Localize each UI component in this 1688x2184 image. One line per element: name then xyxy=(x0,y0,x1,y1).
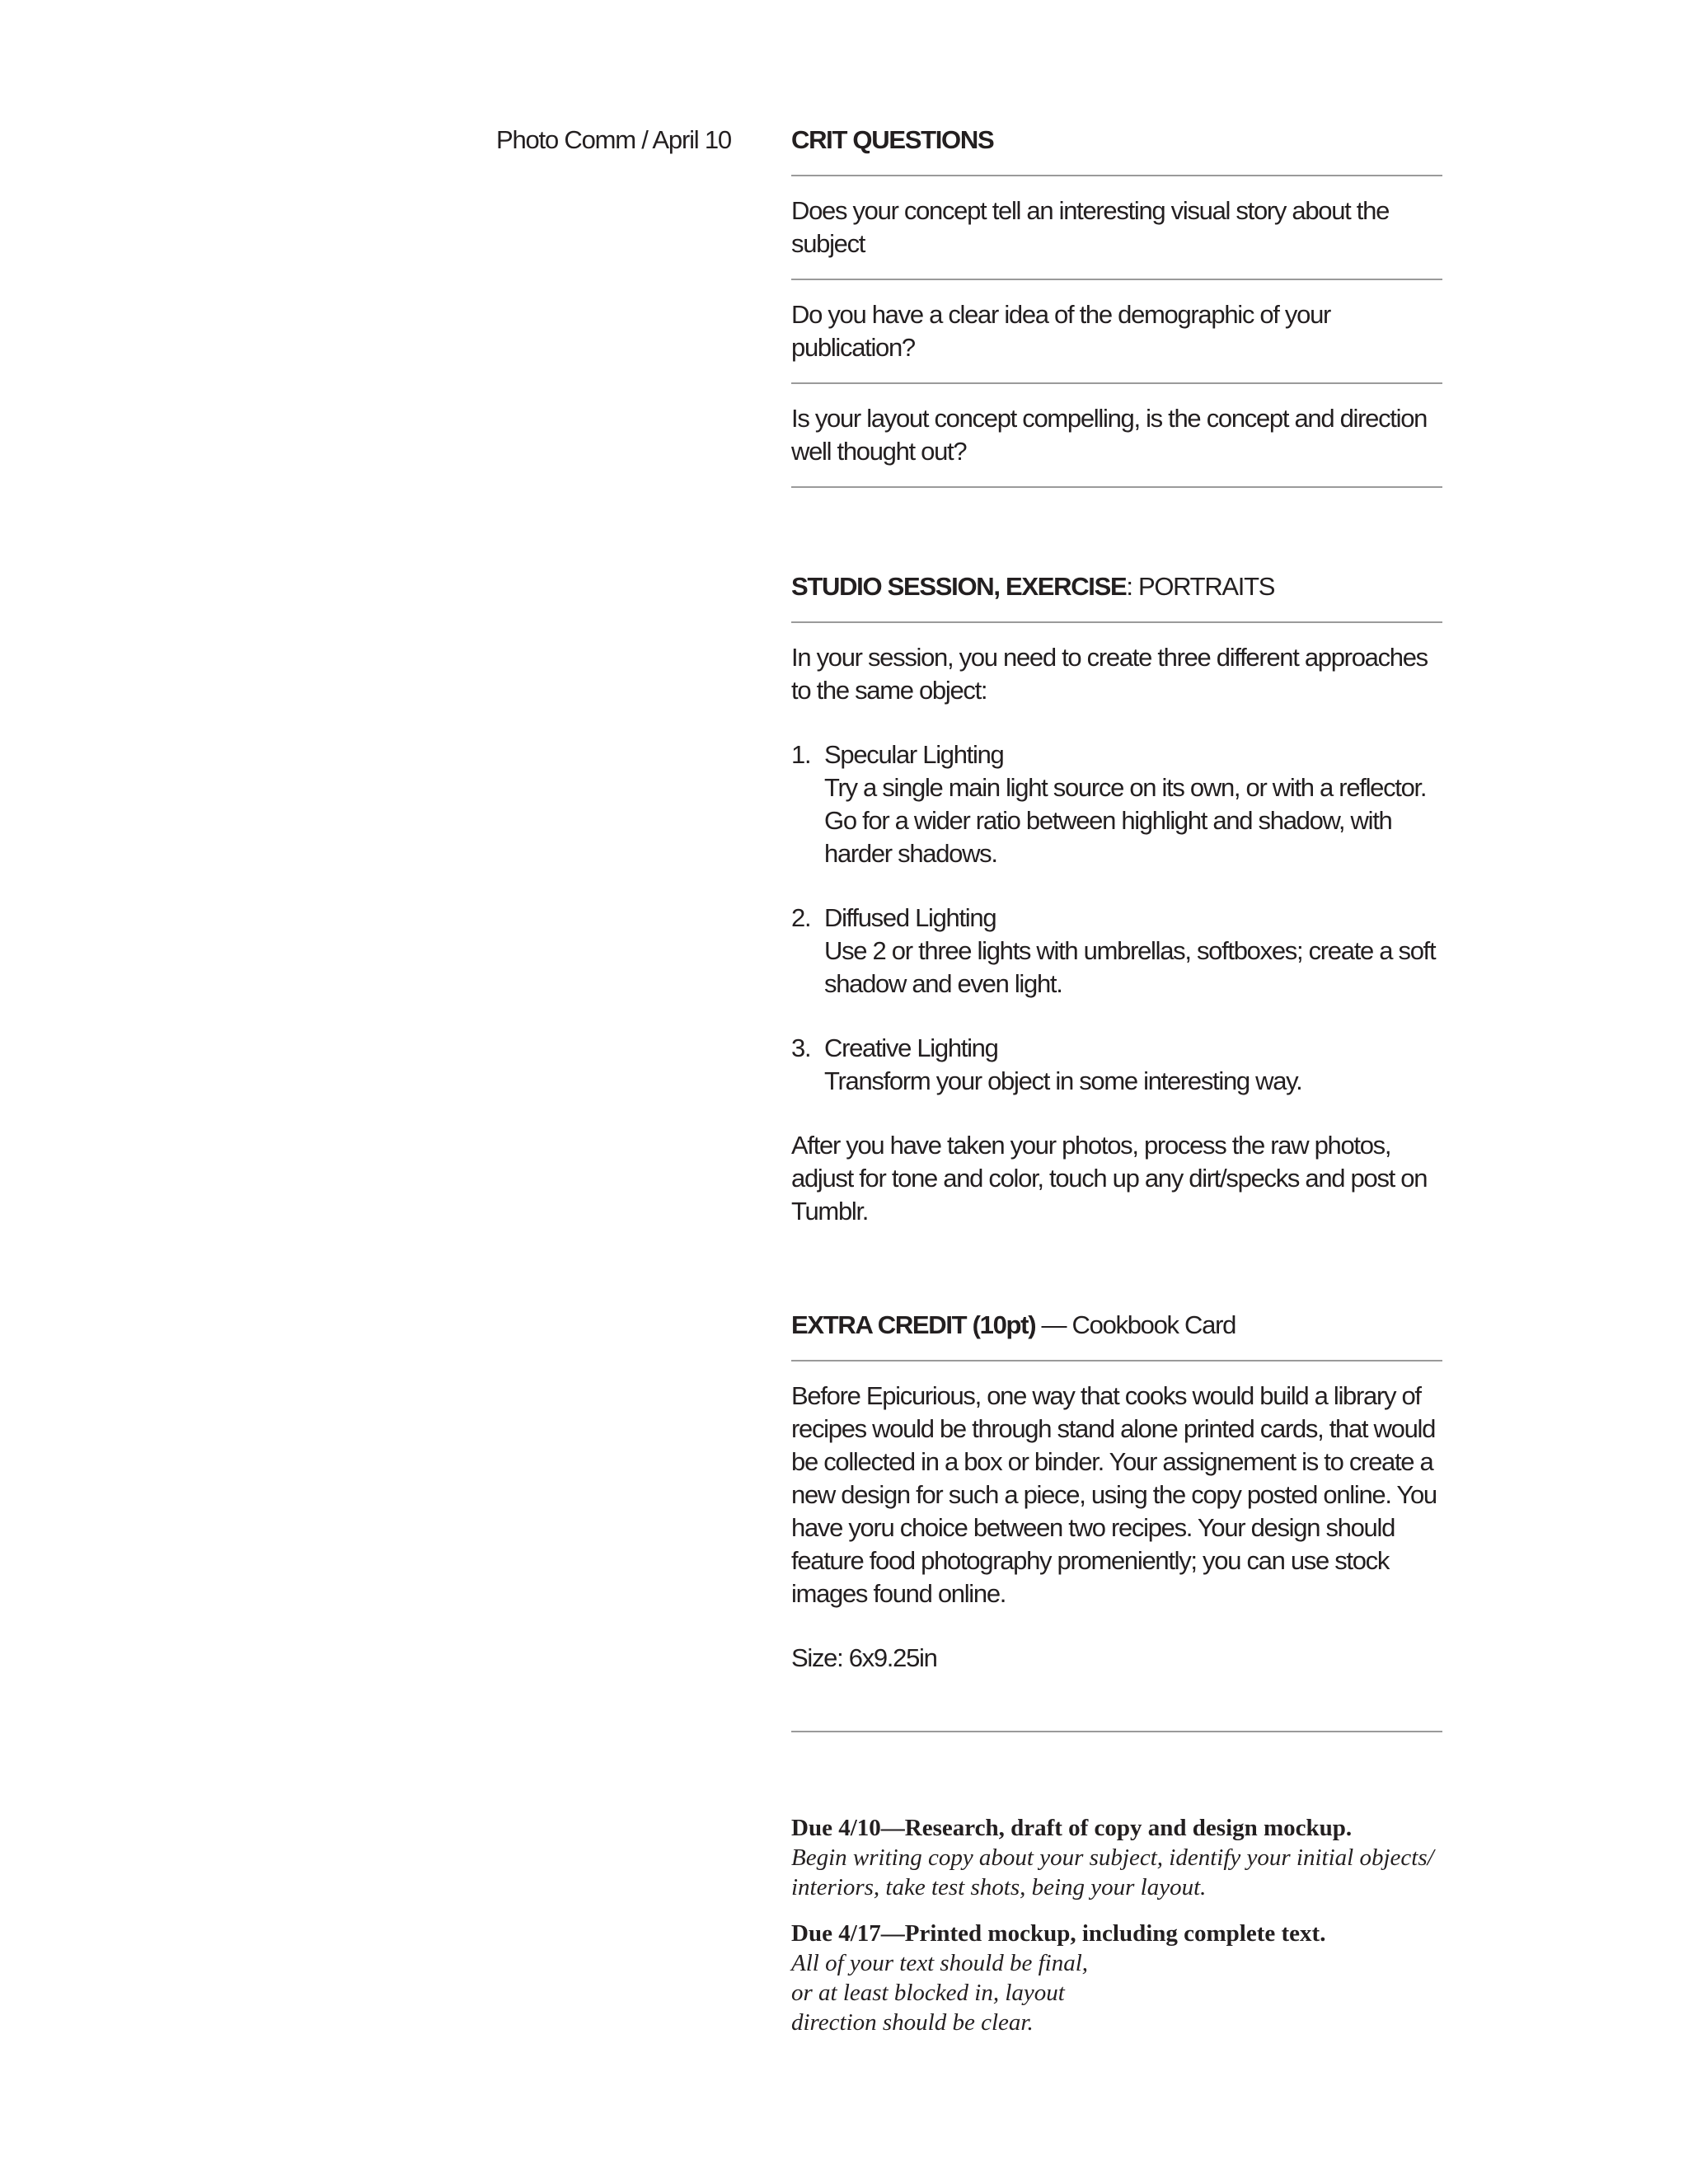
due-line: or at least blocked in, layout xyxy=(791,1980,1065,2006)
due-line: All of your text should be final, xyxy=(791,1950,1089,1976)
studio-session-section xyxy=(791,570,1442,1228)
due-line: Begin writing copy about your subject, identify your initial objects/ xyxy=(791,1844,1434,1871)
due-item-1 xyxy=(791,1813,1442,1902)
studio-intro: In your session, you need to create three different approaches to the same object: xyxy=(791,643,1428,705)
crit-question-text: Do you have a clear idea of the demographic of your publication? xyxy=(791,300,1331,362)
crit-questions-title: CRIT QUESTIONS xyxy=(791,125,994,154)
course-date-label: Photo Comm / April 10 xyxy=(496,125,731,154)
due-line: direction should be clear. xyxy=(791,2009,1034,2036)
item-name: Diffused Lighting xyxy=(824,903,996,932)
item-name: Specular Lighting xyxy=(824,740,1004,769)
studio-session-title-rest: : PORTRAITS xyxy=(1126,572,1275,601)
crit-question-3 xyxy=(791,384,1442,486)
item-number: 1. xyxy=(791,740,811,769)
crit-question-text: Does your concept tell an interesting visual story about the subject xyxy=(791,196,1390,258)
extra-credit-body xyxy=(791,1361,1442,1731)
crit-questions-section xyxy=(791,124,1442,488)
due-line: interiors, take test shots, being your layout. xyxy=(791,1874,1207,1900)
crit-question-2 xyxy=(791,280,1442,382)
due-dates-section xyxy=(791,1813,1442,2037)
extra-credit-title-rest: — Cookbook Card xyxy=(1035,1310,1236,1339)
extra-credit-section xyxy=(791,1309,1442,1732)
item-description: Transform your object in some interesting way. xyxy=(824,1066,1302,1095)
extra-credit-size: Size: 6x9.25in xyxy=(791,1643,937,1672)
due-heading: Due 4/10—Research, draft of copy and design mockup. xyxy=(791,1815,1353,1841)
due-item-2 xyxy=(791,1919,1442,2037)
crit-question-text: Is your layout concept compelling, is the concept and direction well thought out? xyxy=(791,404,1428,466)
crit-question-1 xyxy=(791,176,1442,279)
item-number: 3. xyxy=(791,1033,811,1062)
lighting-item-3 xyxy=(791,1032,1442,1098)
studio-session-body xyxy=(791,623,1442,1228)
main-column xyxy=(791,124,1442,2037)
item-name: Creative Lighting xyxy=(824,1033,998,1062)
due-heading: Due 4/17—Printed mockup, including complete text. xyxy=(791,1920,1326,1947)
item-description: Try a single main light source on its own, or with a reflector. Go for a wider ratio between highlight and shadow, with harder shadows. xyxy=(824,773,1427,868)
item-number: 2. xyxy=(791,903,811,932)
item-description: Use 2 or three lights with umbrellas, softboxes; create a soft shadow and even light. xyxy=(824,936,1436,998)
lighting-item-1 xyxy=(791,738,1442,870)
studio-outro: After you have taken your photos, process the raw photos, adjust for tone and color, touch up any dirt/specks and post on Tumblr. xyxy=(791,1131,1428,1226)
studio-session-title xyxy=(791,570,1442,621)
extra-credit-description: Before Epicurious, one way that cooks would build a library of recipes would be through stand alone printed cards, that would be collected in a box or binder. Your assignement is to create a new design for such a piece, using the copy posted online. You have yoru choice between two recipes. Your design should feature food photography promeniently; you can use stock images found online. xyxy=(791,1381,1437,1608)
extra-credit-title-bold: EXTRA CREDIT (10pt) xyxy=(791,1310,1036,1339)
extra-credit-title xyxy=(791,1309,1442,1360)
lighting-item-2 xyxy=(791,902,1442,1001)
studio-session-title-bold: STUDIO SESSION, EXERCISE xyxy=(791,572,1127,601)
